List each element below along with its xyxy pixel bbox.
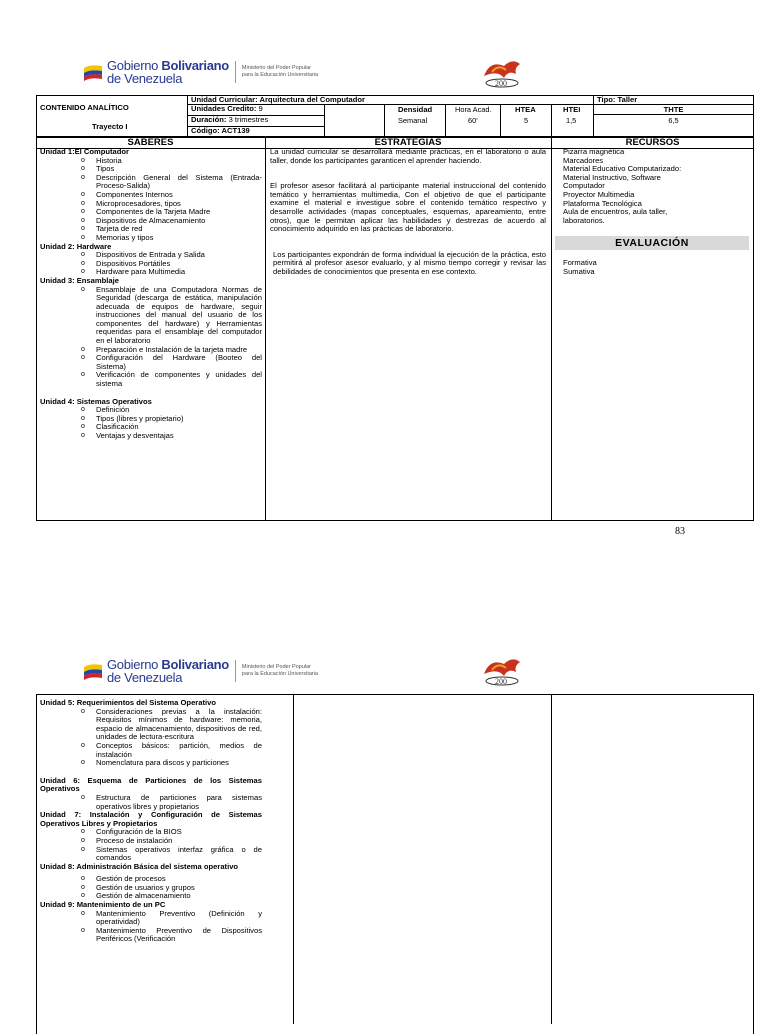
htea-value: 5 (524, 116, 529, 125)
semanal-label: Semanal (398, 116, 428, 125)
svg-text:200: 200 (495, 79, 507, 88)
trayecto-label: Trayecto I (92, 122, 128, 131)
estrategias-paragraph-2: El profesor asesor facilitará al participante material instruccional del contenido temático y herramientas multimedia, Con el objetivo de que el participante examine el material e investigue sobre el contenido temático respectivo y desarrolle actividades (mapas conceptuales, esquemas, apareamiento, entre otros), que le permitan aplicar las habilidades y destrezas de acuerdo al conocimiento adquirido en las prácticas de laboratorio. (270, 181, 546, 234)
unidad-curricular-label: Unidad Curricular: Arquitectura del Computador (191, 95, 365, 104)
list-item: o Dispositivos Portátiles (96, 260, 262, 269)
list-item: o Componentes Internos (96, 191, 262, 200)
list-item: o Configuración del Hardware (Booteo del Sistema) (96, 354, 262, 371)
list-item: o Sistemas operativos interfaz gráfica o de comandos (96, 846, 262, 863)
densidad-label: Densidad (398, 105, 433, 114)
government-logo-page-2 (82, 658, 318, 684)
list-item: o Conceptos básicos: partición, medios de instalación (96, 742, 262, 759)
estrategias-column (270, 148, 546, 277)
evaluacion-list (563, 259, 749, 276)
ministry-text-2: para la Educación Universitaria (241, 671, 319, 677)
list-item: o Ensamblaje de una Computadora Normas de Seguridad (descarga de estática, manipulación adecuada de equipos de hardware, seguir instrucciones del manual del usuario de los componentes del hardware) y Herramientas requeridas para el ensamblaje del computador en el laboratorio (96, 286, 262, 346)
unit-4-title: Unidad 4: Sistemas Operativos (40, 396, 152, 406)
page-number: 83 (675, 526, 685, 537)
unit-8-list (40, 875, 262, 901)
venezuela-flag-icon (82, 661, 104, 681)
list-item: o Gestión de almacenamiento (96, 892, 262, 901)
unit-6-title: Unidad 6: Esquema de Particiones de los Sistemas Operativos (40, 775, 262, 794)
thte-value: 6,5 (668, 116, 679, 125)
hora-acad-value: 60' (468, 116, 478, 125)
evaluacion-item: Formativa (563, 258, 597, 268)
creditos-field: Unidades Credito: 9 (191, 104, 263, 113)
unit-9-title: Unidad 9: Mantenimiento de un PC (40, 900, 166, 910)
list-item: o Historia (96, 157, 262, 166)
ministry-text-2: para la Educación Universitaria (241, 72, 319, 78)
recursos-header: RECURSOS (625, 137, 680, 148)
list-item: o Componentes de la Tarjeta Madre (96, 208, 262, 217)
logo-text-gobierno: Gobierno (107, 657, 162, 672)
unit-5-list (40, 708, 262, 768)
list-item: o Memorias y tipos (96, 234, 262, 243)
recurso-item: Material Instructivo, Software (563, 172, 661, 182)
list-item: o Gestión de procesos (96, 875, 262, 884)
evaluacion-item: Sumativa (563, 266, 595, 276)
logo-text-venezuela: de Venezuela (107, 670, 183, 685)
logo-text-venezuela: de Venezuela (107, 71, 183, 86)
recurso-item: Aula de encuentros, aula taller, (563, 207, 668, 217)
unit-2-list (40, 251, 262, 277)
unit-1-title: Unidad 1:El Computador (40, 147, 130, 156)
unit-2-title: Unidad 2: Hardware (40, 241, 112, 251)
unit-7-title: Unidad 7: Instalación y Configuración de Sistemas Operativos Libres y Propietarios (40, 810, 262, 828)
list-item: o Hardware para Multimedia (96, 268, 262, 277)
recurso-item: laboratorios. (563, 215, 605, 225)
contenido-analitico-label: CONTENIDO ANALÍTICO (40, 103, 129, 112)
logo-text-bolivariano: Bolivariano (161, 657, 229, 672)
saberes-column-page-2 (40, 699, 262, 944)
list-item: o Dispositivos de Entrada y Salida (96, 251, 262, 260)
tipo-label: Tipo: Taller (597, 95, 638, 104)
recurso-item: Computador (563, 181, 605, 191)
list-item: o Nomenclatura para discos y particiones (96, 759, 262, 768)
unit-3-title: Unidad 3: Ensamblaje (40, 275, 119, 285)
ministry-text-1: Ministerio del Poder Popular (241, 664, 311, 670)
codigo-field: Código: ACT139 (191, 126, 250, 135)
thte-label: THTE (663, 105, 684, 114)
recursos-column (563, 148, 749, 277)
list-item: o Dispositivos de Almacenamiento (96, 217, 262, 226)
svg-text:200: 200 (495, 677, 507, 686)
list-item: o Configuración de la BIOS (96, 828, 262, 837)
list-item: o Consideraciones previas a la instalación: Requisitos mínimos de hardware: memoria, espacio de almacenamiento, dispositivos de red, unidades de lectura-escritura (96, 708, 262, 742)
list-item: o Mantenimiento Preventivo (Definición y operatividad) (96, 910, 262, 927)
list-item: o Clasificación (96, 423, 262, 432)
estrategias-paragraph-1: La unidad curricular se desarrollará mediante prácticas, en el laboratorio o aula taller, donde los participantes garanticen el aprender haciendo. (270, 147, 546, 165)
list-item: o Ventajas y desventajas (96, 432, 262, 441)
logo-text-gobierno: Gobierno (107, 58, 162, 73)
saberes-header: SABERES (127, 137, 174, 148)
list-item: o Descripción General del Sistema (Entrada-Proceso-Salida) (96, 174, 262, 191)
unit-5-title: Unidad 5: Requerimientos del Sistema Operativo (40, 698, 216, 707)
list-item: o Mantenimiento Preventivo de Dispositivos Periféricos (Verificación (96, 927, 262, 944)
htei-value: 1,5 (566, 116, 577, 125)
duracion-field: Duración: 3 trimestres (191, 115, 269, 124)
list-item: o Definición (96, 406, 262, 415)
hora-acad-label: Hora Acad. (455, 105, 492, 114)
unit-1-list (40, 157, 262, 243)
venezuela-flag-icon (82, 62, 104, 82)
ministry-text-1: Ministerio del Poder Popular (241, 65, 311, 71)
recurso-item: Marcadores (563, 155, 604, 165)
unit-7-list (40, 828, 262, 862)
evaluacion-header: EVALUACIÓN (555, 236, 749, 250)
recurso-item: Material Educativo Computarizado: (563, 164, 682, 174)
list-item: o Proceso de instalación (96, 837, 262, 846)
bicentennial-emblem-icon (478, 654, 526, 690)
recurso-item: Proyector Multimedia (563, 189, 635, 199)
list-item: o Tarjeta de red (96, 225, 262, 234)
list-item: o Gestión de usuarios y grupos (96, 884, 262, 893)
unit-3-list (40, 286, 262, 389)
unit-9-list (40, 910, 262, 944)
unit-6-list (40, 794, 262, 811)
estrategias-header: ESTRATEGIAS (374, 137, 442, 148)
list-item: o Tipos (libres y propietario) (96, 415, 262, 424)
recursos-list (563, 148, 749, 225)
list-item: o Microprocesadores, tipos (96, 200, 262, 209)
estrategias-paragraph-3: Los participantes expondrán de forma individual la ejecución de la práctica, esto permitirá al profesor asesor evaluarlo, y al mismo tiempo corregir y revisar las debilidades de conocimientos que presenta en ese contexto. (273, 249, 546, 276)
list-item: o Verificación de componentes y unidades del sistema (96, 371, 262, 388)
recurso-item: Pizarra magnética (563, 147, 625, 156)
list-item: o Estructura de particiones para sistemas operativos libres y propietarios (96, 794, 262, 811)
htei-label: HTEI (563, 105, 581, 114)
list-item: o Tipos (96, 165, 262, 174)
bicentennial-emblem-icon (478, 56, 526, 92)
unit-8-title: Unidad 8: Administración Básica del sistema operativo (40, 861, 239, 871)
unit-4-list (40, 406, 262, 440)
list-item: o Preparación e Instalación de la tarjeta madre (96, 346, 262, 355)
htea-label: HTEA (515, 105, 536, 114)
saberes-column (40, 148, 262, 441)
logo-text-bolivariano: Bolivariano (161, 58, 229, 73)
government-logo (82, 59, 318, 85)
recurso-item: Plataforma Tecnológica (563, 198, 642, 208)
